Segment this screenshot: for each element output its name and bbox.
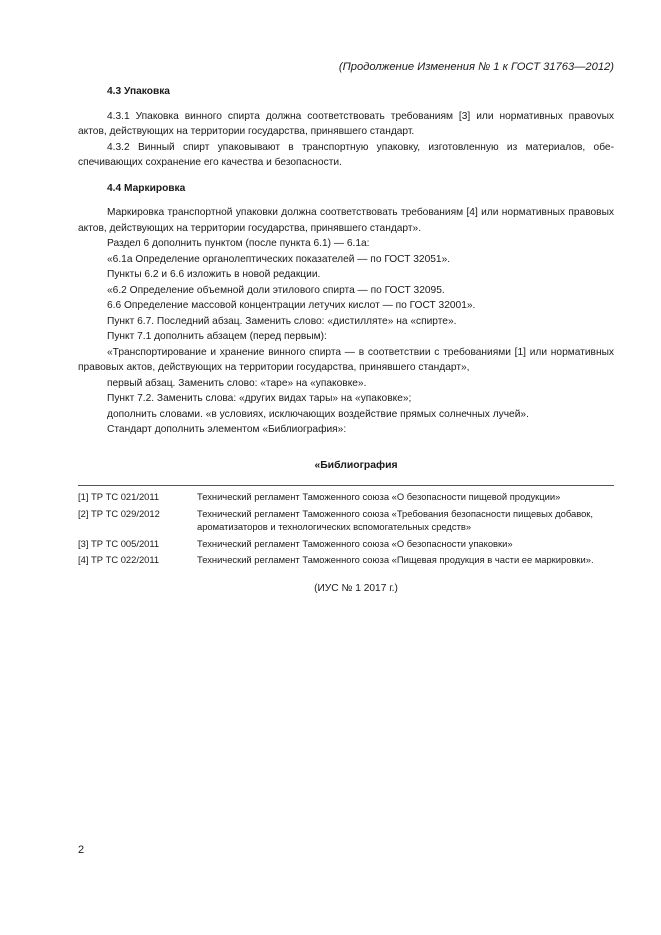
bibliography-code: [1] ТР ТС 021/2011 <box>78 491 160 502</box>
page-number: 2 <box>78 844 85 856</box>
paragraph: Пункт 7.2. Заменить слова: «других видах тары» на «упаковке»; <box>107 393 412 404</box>
document-body <box>78 84 614 596</box>
bibliography-entry <box>78 490 614 504</box>
paragraph: Пункты 6.2 и 6.6 изложить в новой редакции. <box>107 269 321 280</box>
paragraph: Маркировка транспортной упаковки должна соответствовать требованиям [4] или нормативных правовых актов, действующих на территории государства, принявшего стандарт». <box>78 207 614 234</box>
paragraph: «6.1а Определение органолептических показателей — по ГОСТ 32051». <box>107 253 451 265</box>
paragraph: первый абзац. Заменить слово: «таре» на «упаковке». <box>107 377 367 389</box>
section-title-marking: 4.4 Маркировка <box>107 182 186 194</box>
paragraph: дополнить словами. «в условиях, исключающих воздействие прямых солнечных лучей». <box>107 408 529 420</box>
bibliography-text: Технический регламент Таможенного союза «Требования безопасности пищевых добавок, ароматизаторов и технологических вспомогательных средств» <box>197 507 594 533</box>
section-title-packaging: 4.3 Упаковка <box>107 86 170 97</box>
running-header: (Продолжение Изменения № 1 к ГОСТ 31763—2012) <box>338 61 614 73</box>
bibliography-text: Технический регламент Таможенного союза «О безопасности упаковки» <box>197 537 513 549</box>
bibliography-code: [3] ТР ТС 005/2011 <box>78 537 160 549</box>
paragraph: Пункт 6.7. Последний абзац. Заменить слово: «дистилляте» на «спирте». <box>107 315 457 327</box>
bibliography-text: Технический регламент Таможенного союза «О безопасности пищевой продукции» <box>197 491 561 502</box>
paragraph: Раздел 6 дополнить пунктом (после пункта 6.1) — 6.1а: <box>107 238 370 249</box>
bibliography-text: Технический регламент Таможенного союза «Пищевая продукция в части ее маркировки». <box>197 554 594 566</box>
bibliography-code: [2] ТР ТС 029/2012 <box>78 507 160 519</box>
paragraph: 6.6 Определение массовой концентрации летучих кислот — по ГОСТ 32001». <box>107 300 476 311</box>
paragraph: «6.2 Определение объемной доли этилового спирта — по ГОСТ 32095. <box>107 284 445 296</box>
bibliography-entry <box>78 537 614 551</box>
paragraph: 4.3.2 Винный спирт упаковывают в транспортную упаковку, изготовленную из материалов, обеспечивающих сохранение его качества и безопасности. <box>78 141 614 168</box>
ius-reference: (ИУС № 1 2017 г.) <box>314 582 398 594</box>
bibliography-list <box>78 485 614 567</box>
bibliography-entry <box>78 507 614 534</box>
paragraph: Пункт 7.1 дополнить абзацем (перед первым): <box>107 331 327 342</box>
bibliography-entry <box>78 553 614 567</box>
paragraph: 4.3.1 Упаковка винного спирта должна соответствовать требованиям [3] или нормативных правоvых актов, действующих на территории государства, принявшего стандарт. <box>78 110 614 137</box>
paragraph: Стандарт дополнить элементом «Библиография»: <box>107 424 347 435</box>
bibliography-code: [4] ТР ТС 022/2011 <box>78 554 160 566</box>
paragraph: «Транспортирование и хранение винного спирта — в соответствии с требованиями [1] или нормативных правовых актов, действующих на территории государства, принявшего стандарт», <box>78 346 614 373</box>
bibliography-title: «Библиография <box>314 459 398 471</box>
